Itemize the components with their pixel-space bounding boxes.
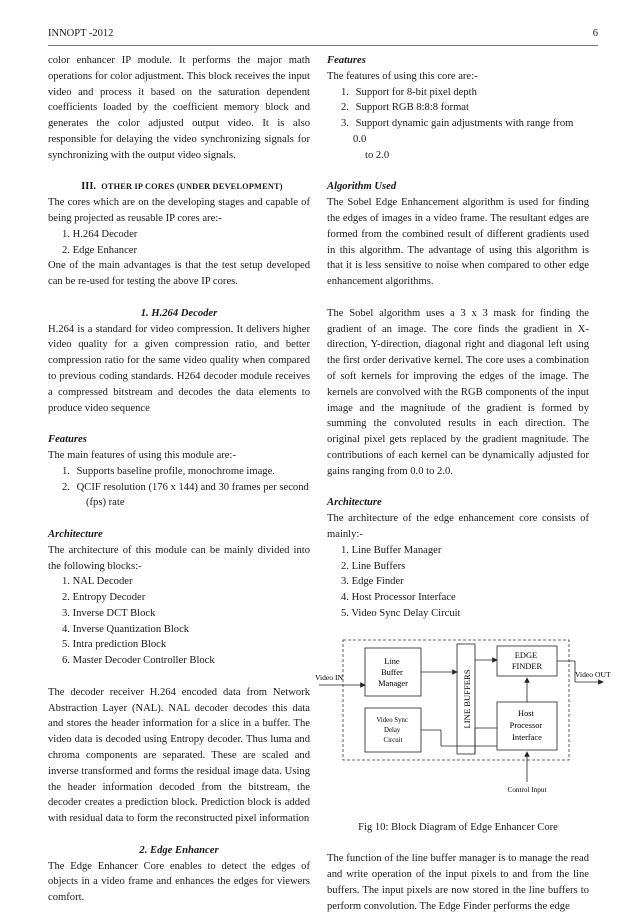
list-item: 1. NAL Decoder [62,576,133,588]
section-title: OTHER IP CORES (UNDER DEVELOPMENT) [101,182,283,192]
cores-intro: The cores which are on the developing stages and capable of being projected as reusable IP cores are:- [48,197,310,224]
block-diagram-svg [313,630,618,820]
list-item: 1. Supports baseline profile, monochrome image. [62,465,275,477]
page-number: 6 [592,28,598,39]
list-item: 1. Line Buffer Manager [341,544,442,556]
list-item: 3. Inverse DCT Block [62,607,156,619]
list-item-continuation: to 2.0 [365,149,390,161]
closing-paragraph: The function of the line buffer manager is to manage the read and write operation of the input pixels to and from the line buffers. The input pixels are now stored in the line buffers to perform convolution. The Edge Finder performs the edge [327,853,589,912]
list-item: 5. Intra prediction Block [62,639,167,651]
edge-features-list [327,85,589,148]
list-item: 1. H.264 Decoder [62,228,138,240]
cores-outro: One of the main advantages is that the test setup developed can be re-used for testing the above IP cores. [48,260,310,288]
list-item: 2. QCIF resolution (176 x 144) and 30 frames per second [62,481,309,493]
h264-arch-intro: The architecture of this module can be mainly divided into the following blocks:- [48,544,310,572]
h264-paragraph: H.264 is a standard for video compression. It delivers higher video quality for a given compression ratio, and better compression ratio for the same video quality when compared to previous coding standards. H264 decoder module receives a compressed bitstream and decodes the data elements to produce video sequence [48,323,310,414]
figure-caption: Fig 10: Block Diagram of Edge Enhancer Core [358,821,558,833]
block-diagram [315,630,611,820]
control-input-label: Control Input [507,785,547,794]
h264-features-list [48,464,310,496]
algo-paragraph-1: The Sobel Edge Enhancement algorithm is used for finding the edges of images in a video frame. The resultant edges are formed from the combined result of different gradients used in this algorithm. The advantage of using this algorithm is that it is less sensitive to noise when compared to other edge enhancement algorithms. [327,197,589,288]
video-out-label: Video OUT [575,669,611,679]
host-processor-label: Host Processor Interface [509,708,543,742]
list-item: 3. Support dynamic gain adjustments with range from 0.0 [341,118,574,145]
list-item: 1. Support for 8-bit pixel depth [341,86,477,98]
running-header: INNOPT -2012 [48,28,114,39]
h264-arch-paragraph: The decoder receiver H.264 encoded data from Network Abstraction Layer (NAL). NAL decoder decodes this data and stores the header information for a slice in a buffer. The video data is decoded using Entropy decoder. Thus luma and chroma components are separated. These are scaled and inverse transformed and forms the residual image data. Using the header information decoded from the bitstream, the decoder creates a prediction block. Prediction block is added with residual data to form the reconstructed pixel information [48,686,310,825]
edge-heading: 2. Edge Enhancer [139,844,219,856]
section-heading: III. OTHER IP CORES (UNDER DEVELOPMENT) [81,181,283,193]
edge-arch-heading: Architecture [327,497,382,509]
intro-paragraph: color enhancer IP module. It performs the major math operations for color adjustment. This block receives the input video and process it based on the saturation dependent coefficients loaded by the coefficient memory block and generates the color adjusted output video. It is also responsible for delaying the video synchronizing signals for synchronizing with the output video signals. [48,55,310,161]
list-item: 2. Support RGB 8:8:8 format [341,102,469,114]
list-item: 2. Entropy Decoder [62,592,146,604]
list-item: 5. Video Sync Delay Circuit [341,607,461,619]
edge-finder-label: EDGE FINDER [511,650,543,671]
edge-features-intro: The features of using this core are:- [327,70,478,82]
list-item: 3. Edge Finder [341,576,404,588]
left-column [48,53,310,906]
line-buffers-label: LINE BUFFERS [462,669,472,729]
h264-blocks-list [48,574,310,669]
cores-list [48,227,310,259]
list-item: 2. Edge Enhancer [62,244,138,256]
algo-paragraph-2: The Sobel algorithm uses a 3 x 3 mask for finding the gradient of an image. The core finds the gradient in X-direction, Y-direction, diagonal right and diagonal left using the first order derivative kernel. The core uses a combination of soft kernels for improving the edges of the image. The kernels are convolved with the RGB components of the input image and the magnitude of the gradient is formed by summing the convoluted results in each direction. The original pixel gets replaced by the gradient magnitude. The contributions of each kernel can be dynamically adjusted for gains ranging from 0.0 to 2.0. [327,307,589,477]
video-in-label: Video IN [315,672,344,682]
algo-heading: Algorithm Used [327,181,397,193]
h264-features-heading: Features [48,434,87,446]
list-item: 4. Inverse Quantization Block [62,623,190,635]
edge-paragraph: The Edge Enhancer Core enables to detect the edges of objects in a video frame and enhances the edges for viewers comfort. [48,860,310,904]
h264-heading: 1. H.264 Decoder [140,307,218,319]
edge-arch-intro: The architecture of the edge enhancement core consists of mainly:- [327,513,589,540]
edge-arch-list [327,543,589,622]
list-item-continuation: (fps) rate [86,497,125,509]
edge-features-heading: Features [327,55,366,66]
header-rule [48,45,598,46]
list-item: 6. Master Decoder Controller Block [62,655,215,667]
right-column [315,53,611,914]
video-sync-delay-label: Video Sync Delay Circuit [376,716,408,744]
h264-features-intro: The main features of using this module are:- [48,449,236,461]
line-buffer-manager-label: Line Buffer Manager [378,656,408,688]
list-item: 2. Line Buffers [341,560,406,572]
h264-arch-heading: Architecture [48,528,103,540]
list-item: 4. Host Processor Interface [341,592,456,604]
